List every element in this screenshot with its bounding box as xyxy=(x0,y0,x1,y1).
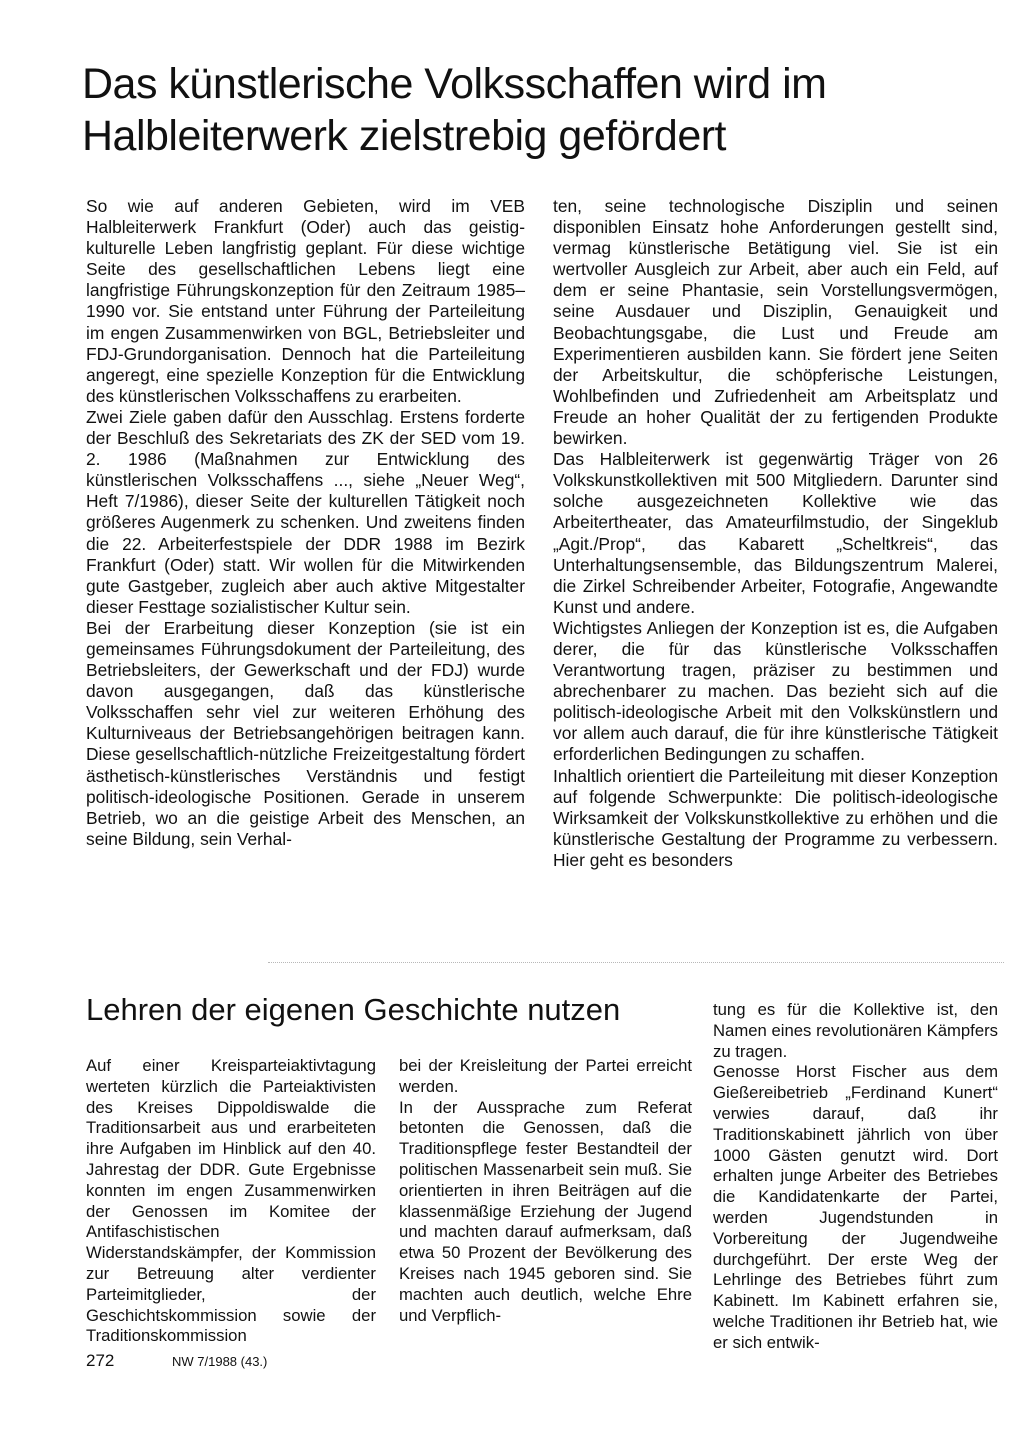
paragraph: Das Halbleiterwerk ist gegenwärtig Träger von 26 Volkskunstkollektiven mit 500 Mitgliedern. Darunter sind solche ausgezeichneten Kollektive wie das Arbeitertheater, das Amateurfilmstudio, der Singeklub „Agit./Prop“, das Kabarett „Scheltkreis“, das Unterhaltungsensemble, das Bildungszentrum Malerei, die Zirkel Schreibender Arbeiter, Fotografie, Angewandte Kunst und andere. xyxy=(553,449,998,617)
paragraph: Bei der Erarbeitung dieser Konzeption (sie ist ein gemeinsames Führungsdokument der Parteileitung, des Betriebsleiters, der Gewerkschaft und der FDJ) wurde davon ausgegangen, daß das künstlerische Volksschaffen sehr viel zur weiteren Erhöhung des Kulturniveaus der Betriebsangehörigen beitragen kann. Diese gesellschaftlich-nützliche Freizeitgestaltung fördert ästhetisch-künstlerisches Verständnis und festigt politisch-ideologische Positionen. Gerade in unserem Betrieb, wo an die geistige Arbeit des Menschen, an seine Bildung, sein Verhal- xyxy=(86,617,525,849)
paragraph: tung es für die Kollektive ist, den Namen eines revolutionären Kämpfers zu tragen. xyxy=(713,1000,998,1061)
section-column-3 xyxy=(713,1000,998,1354)
section-title: Lehren der eigenen Geschichte nutzen xyxy=(86,992,621,1027)
paragraph: Zwei Ziele gaben dafür den Ausschlag. Erstens forderte der Beschluß des Sekretariats des ZK der SED vom 19. 2. 1986 (Maßnahmen zur Entwicklung des künstlerischen Volksschaffens ..., siehe „Neuer Weg“, Heft 7/1986), dieser Seite der kulturellen Tätigkeit noch größeres Augenmerk zu schenken. Und zweitens finden die 22. Arbeiterfestspiele der DDR 1988 im Bezirk Frankfurt (Oder) statt. Wir wollen für die Mitwirkenden gute Gastgeber, zugleich aber auch aktive Mitgestalter dieser Festtage sozialistischer Kultur sein. xyxy=(86,406,525,617)
paragraph: Auf einer Kreisparteiaktivtagung werteten kürzlich die Parteiaktivisten des Kreises Dippoldiswalde die Traditionsarbeit aus und erarbeiteten ihre Aufgaben im Hinblick auf den 40. Jahrestag der DDR. Gute Ergebnisse konnten im engen Zusammenwirken der Genossen im Komitee der Antifaschistischen Widerstandskämpfer, der Kommission zur Betreuung alter verdienter Parteimitglieder, der Geschichtskommission sowie der Traditionskommission xyxy=(86,1056,376,1346)
article-title: Das künstlerische Volksschaffen wird im Halbleiterwerk zielstrebig gefördert xyxy=(82,60,827,160)
paragraph: Genosse Horst Fischer aus dem Gießereibetrieb „Ferdinand Kunert“ verwies darauf, daß ihr Traditionskabinett jährlich von über 1000 Gästen genutzt wird. Dort erhalten junge Arbeiter des Betriebes die Kandidatenkarte der Partei, werden Jugendstunden in Vorbereitung der Jugendweihe durchgeführt. Der erste Weg der Lehrlinge des Betriebes führt zum Kabinett. Im Kabinett erfahren sie, welche Traditionen ihr Betrieb hat, wie er sich entwik- xyxy=(713,1062,998,1352)
paragraph: ten, seine technologische Disziplin und seinen disponiblen Einsatz hohe Anforderungen gestellt sind, vermag künstlerische Betätigung viel. Sie ist ein wertvoller Ausgleich zur Arbeit, aber auch ein Feld, auf dem er seine Phantasie, sein Vorstellungsvermögen, seine Ausdauer und Disziplin, Genauigkeit und Beobachtungsgabe, die Lust und Freude am Experimentieren ausbilden kann. Sie fördert jene Seiten der Arbeitskultur, die schöpferische Leistungen, Wohlbefinden und Zufriedenheit am Arbeitsplatz und Freude an hoher Qualität der zu fertigenden Produkte bewirken. xyxy=(553,196,998,449)
issue-reference: NW 7/1988 (43.) xyxy=(172,1354,268,1369)
paragraph: Inhaltlich orientiert die Parteileitung mit dieser Konzeption auf folgende Schwerpunkte: Die politisch-ideologische Wirksamkeit der Volkskunstkollektive zu erhöhen und die künstlerische Gestaltung der Programme zu verbessern. Hier geht es besonders xyxy=(553,765,998,870)
article-column-2 xyxy=(553,196,998,871)
article-column-1 xyxy=(86,196,525,850)
paragraph: Wichtigstes Anliegen der Konzeption ist es, die Aufgaben derer, die für das künstlerische Volksschaffen Verantwortung tragen, präziser zu bestimmen und abrechenbarer zu machen. Das bezieht sich auf die politisch-ideologische Arbeit mit den Volkskünstlern und vor allem auch darauf, die für ihre künstlerische Tätigkeit erforderlichen Bedingungen zu schaffen. xyxy=(553,617,998,765)
section-column-2 xyxy=(399,1056,692,1326)
paragraph: So wie auf anderen Gebieten, wird im VEB Halbleiterwerk Frankfurt (Oder) auch das geistig-kulturelle Leben langfristig geplant. Für diese wichtige Seite des gesellschaftlichen Lebens liegt eine langfristige Führungskonzeption für den Zeitraum 1985–1990 vor. Sie entstand unter Führung der Parteileitung im engen Zusammenwirken von BGL, Betriebsleiter und FDJ-Grundorganisation. Dennoch hat die Parteileitung angeregt, eine spezielle Konzeption für die Entwicklung des künstlerischen Volksschaffens zu erarbeiten. xyxy=(86,196,525,406)
paragraph: In der Aussprache zum Referat betonten die Genossen, daß die Traditionspflege fester Bestandteil der politischen Massenarbeit sein muß. Sie orientierten in ihren Beiträgen auf die klassenmäßige Erziehung der Jugend und machten darauf aufmerksam, daß etwa 50 Prozent der Bevölkerung des Kreises nach 1945 geboren sind. Sie machten auch deutlich, welche Ehre und Verpflich- xyxy=(399,1097,692,1325)
paragraph: bei der Kreisleitung der Partei erreicht werden. xyxy=(399,1056,692,1096)
section-divider xyxy=(268,962,1004,963)
page-number: 272 xyxy=(86,1351,115,1370)
section-column-1 xyxy=(86,1056,376,1347)
